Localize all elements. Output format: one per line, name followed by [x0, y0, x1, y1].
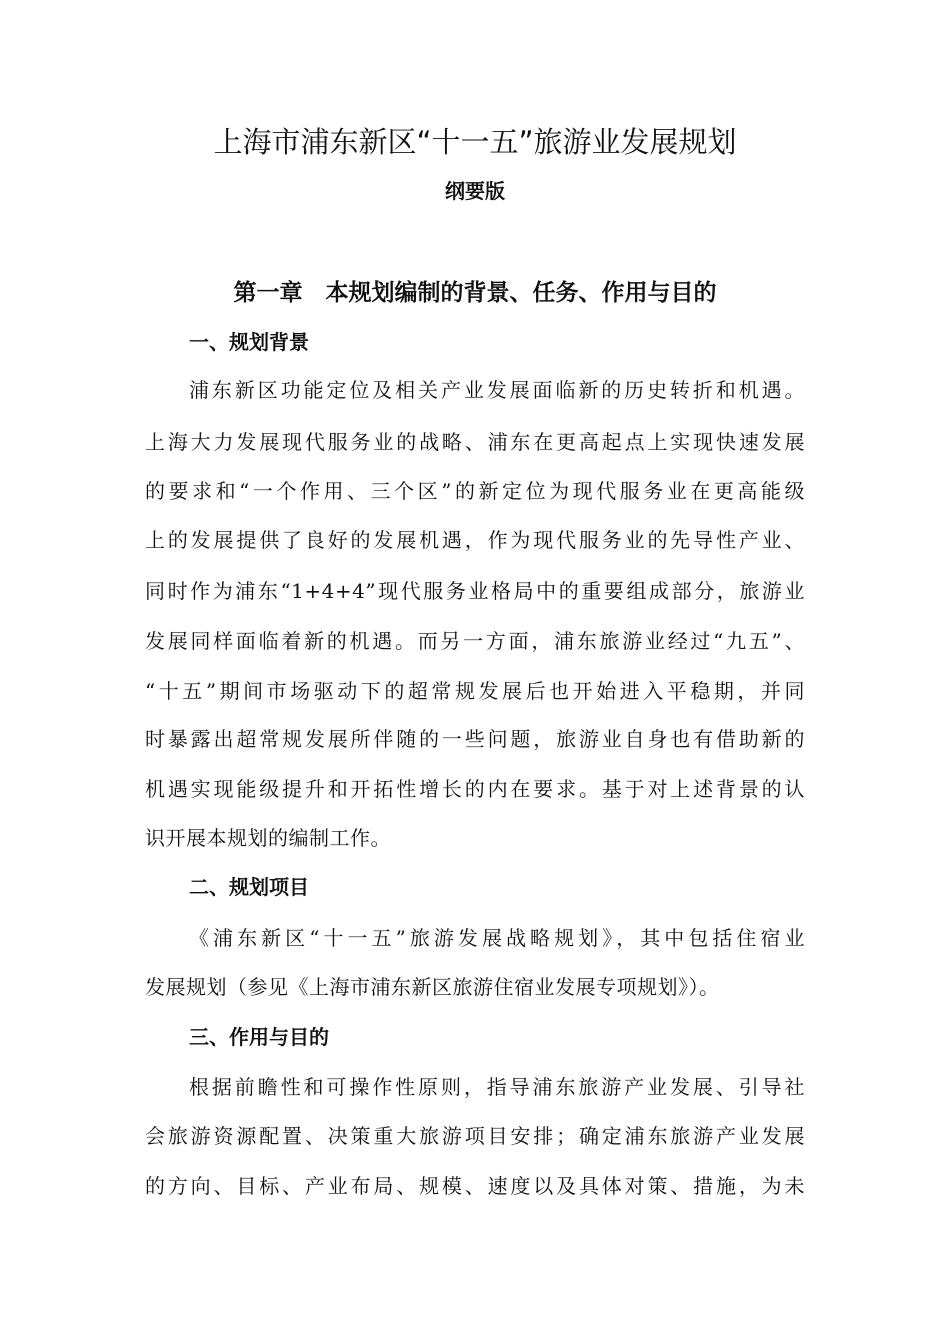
- paragraph-line: 的要求和“一个作用、三个区”的新定位为现代服务业在更高能级: [145, 479, 805, 503]
- section-heading-background: 一、规划背景: [189, 330, 309, 354]
- document-subtitle: 纲要版: [445, 179, 505, 203]
- chapter-title: 第一章 本规划编制的背景、任务、作用与目的: [233, 280, 717, 306]
- paragraph-line: 根据前瞻性和可操作性原则，指导浦东旅游产业发展、引导社: [189, 1075, 805, 1099]
- paragraph-line: 会旅游资源配置、决策重大旅游项目安排；确定浦东旅游产业发展: [145, 1124, 805, 1148]
- paragraph-line: 浦东新区功能定位及相关产业发展面临新的历史转折和机遇。: [189, 378, 805, 402]
- paragraph-line: 的方向、目标、产业布局、规模、速度以及具体对策、措施，为未: [145, 1174, 805, 1198]
- section-heading-project: 二、规划项目: [189, 875, 309, 899]
- paragraph-line: 同时作为浦东“1+4+4”现代服务业格局中的重要组成部分，旅游业: [145, 579, 805, 603]
- document-title: 上海市浦东新区“十一五”旅游业发展规划: [213, 125, 737, 159]
- paragraph-line: 时暴露出超常规发展所伴随的一些问题，旅游业自身也有借助新的: [145, 727, 805, 751]
- paragraph-line: 机遇实现能级提升和开拓性增长的内在要求。基于对上述背景的认: [145, 777, 805, 801]
- paragraph-line: 发展规划（参见《上海市浦东新区旅游住宿业发展专项规划》）。: [145, 975, 720, 999]
- paragraph-line: 识开展本规划的编制工作。: [145, 826, 391, 850]
- paragraph-line: 《浦东新区“十一五”旅游发展战略规划》，其中包括住宿业: [189, 926, 805, 950]
- paragraph-line: 上的发展提供了良好的发展机遇，作为现代服务业的先导性产业、: [145, 528, 805, 552]
- paragraph-line: 发展同样面临着新的机遇。而另一方面，浦东旅游业经过“九五”、: [145, 629, 805, 653]
- section-heading-purpose: 三、作用与目的: [189, 1025, 329, 1049]
- paragraph-line: “十五”期间市场驱动下的超常规发展后也开始进入平稳期，并同: [145, 679, 805, 703]
- paragraph-line: 上海大力发展现代服务业的战略、浦东在更高起点上实现快速发展: [145, 430, 805, 454]
